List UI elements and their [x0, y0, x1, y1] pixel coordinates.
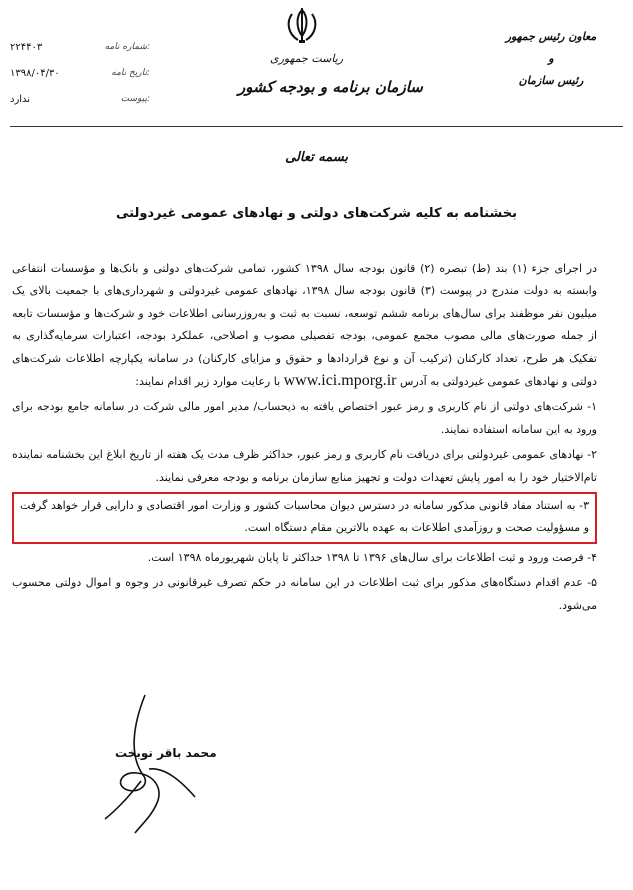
portal-url: www.ici.mporg.ir: [283, 372, 397, 390]
meta-letter-date: [10, 60, 150, 86]
meta-value: ندارد: [10, 93, 31, 105]
meta-value: ۱۳۹۸/۰۴/۳۰: [10, 67, 60, 79]
intro-text-end: با رعایت موارد زیر اقدام نمایند:: [135, 375, 281, 389]
organization-title: سازمان برنامه و بودجه کشور: [238, 78, 423, 96]
presidency-title: ریاست جمهوری: [270, 52, 344, 65]
meta-label: پیوست:: [120, 94, 150, 104]
recipient-title-line: رئیس سازمان: [518, 74, 584, 87]
meta-attachment: [10, 86, 150, 112]
recipient-title-line: و: [548, 52, 554, 65]
highlighted-list-item: ۳- به استناد مفاد قانونی مذکور سامانه در دسترس دیوان محاسبات کشور و وزارت امور اقتصادی و دارایی قرار خواهد گرفت و مسؤولیت صحت و روزآمدی اطلاعات به عهده بالاترین مقام دستگاه است.: [12, 492, 597, 544]
letter-subject: بخشنامه به کلیه شرکت‌های دولتی و نهادهای عمومی غیردولتی: [116, 206, 517, 221]
list-item: ۴- فرصت ورود و ثبت اطلاعات برای سال‌های ۱۳۹۶ تا ۱۳۹۸ حداکثر تا پایان شهریورماه ۱۳۹۸ است.: [147, 550, 597, 564]
signer-name: محمد باقر نوبخت: [115, 746, 217, 760]
letter-body: [12, 258, 597, 617]
intro-paragraph: [12, 258, 597, 393]
list-item: ۲- نهادهای عمومی غیردولتی برای دریافت نام کاربری و رمز عبور، حداکثر ظرف مدت یک هفته از تاریخ ابلاغ این بخشنامه نماینده تام‌الاختیار خود را به امور پایش تعهدات دولت و تجهیز منابع سازمان برنامه و بودجه معرفی نمایند.: [12, 448, 597, 484]
header-divider: [10, 126, 623, 127]
recipient-title: [481, 26, 621, 92]
meta-label: شماره نامه:: [104, 42, 150, 52]
signature: [85, 685, 215, 835]
basmala: بسمه تعالی: [285, 150, 348, 165]
meta-label: تاریخ نامه:: [111, 68, 150, 78]
list-item: ۱- شرکت‌های دولتی از نام کاربری و رمز عبور اختصاص یافته به ذیحساب/ مدیر امور مالی شرکت در سامانه جامع بودجه برای ورود به این سامانه استفاده نمایند.: [12, 400, 597, 436]
list-item: ۵- عدم اقدام دستگاه‌های مذکور برای ثبت اطلاعات در این سامانه در حکم تصرف غیرقانونی در وجوه و اموال دولتی محسوب می‌شود.: [12, 576, 597, 612]
iran-emblem-icon: [284, 6, 320, 46]
recipient-title-line: معاون رئیس جمهور: [505, 30, 597, 43]
intro-text: در اجرای جزء (۱) بند (ط) تبصره (۲) قانون بودجه سال ۱۳۹۸ کشور، تمامی شرکت‌های دولتی و بانک‌ها و مؤسسات انتفاعی وابسته به دولت مندرج در پیوست (۳) قانون بودجه سال ۱۳۹۸، نهادهای عمومی غیردولتی و شهرداری‌های با جمعیت بالای یک میلیون نفر موظفند برای سال‌های برنامه ششم توسعه، نسبت به ثبت و به‌روزرسانی اطلاعات خود و شرکت‌ها و مؤسسات تابعه از جمله صورت‌های مالی مصوب مجمع عمومی، بودجه تفصیلی مصوب و اصلاحی، عملکرد بودجه، اعتبارات سرمایه‌گذاری به تفکیک هر طرح، تعداد کارکنان (ترکیب آن و نوع قراردادها و حقوق و مزایای کارکنان) در سامانه یکپارچه اطلاعات شرکت‌های دولتی و نهادهای عمومی غیردولتی به آدرس: [12, 262, 598, 389]
meta-value: ۲۲۴۴۰۳: [10, 41, 43, 53]
letter-meta: [10, 34, 150, 112]
meta-letter-number: [10, 34, 150, 60]
